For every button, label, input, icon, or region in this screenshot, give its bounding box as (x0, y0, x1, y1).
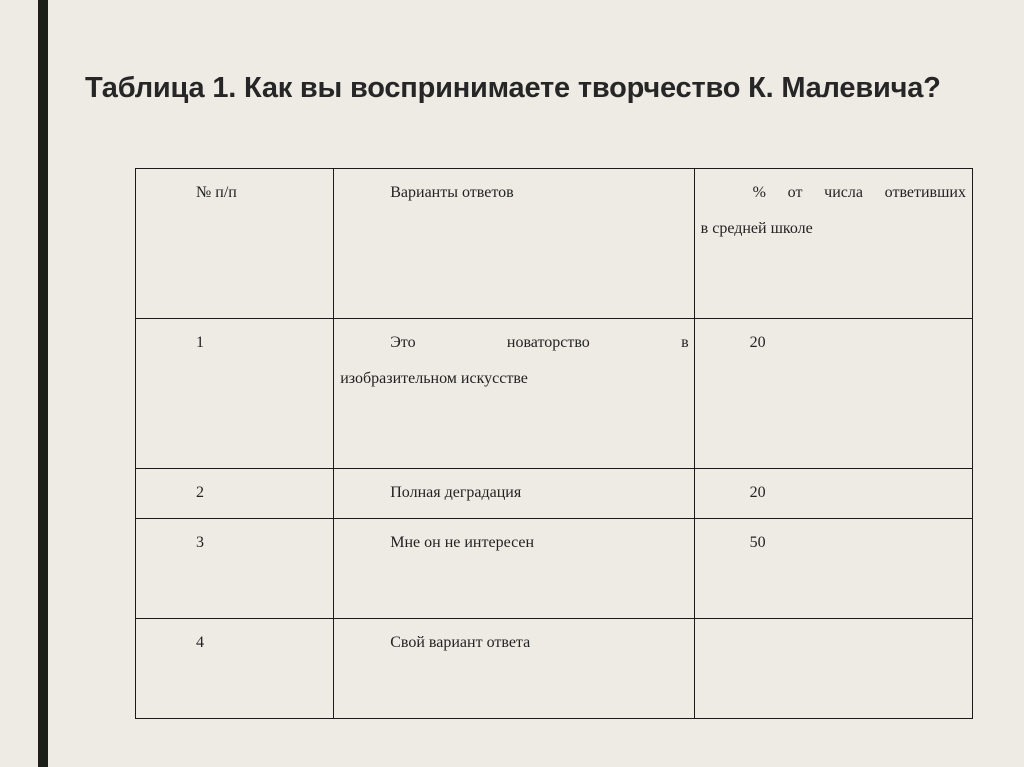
table-row (136, 469, 973, 519)
page-title: Таблица 1. Как вы воспринимаете творчество К. Малевича? (85, 72, 941, 104)
row-answer: Мне он не интересен (390, 534, 535, 551)
row-pct: 20 (749, 334, 766, 351)
row-num: 1 (196, 334, 204, 351)
row-pct-cell (694, 319, 972, 469)
table-row (136, 319, 973, 469)
row-num: 4 (196, 634, 204, 651)
row-num: 3 (196, 534, 204, 551)
row-answer: Полная деградация (390, 484, 522, 501)
row-answer-cell (334, 319, 694, 469)
row-answer-cell (334, 619, 694, 719)
row-answer-cell (334, 519, 694, 619)
side-accent-bar (38, 0, 48, 767)
header-pct-cell (694, 169, 972, 319)
row-num-cell (136, 319, 334, 469)
row-pct-cell (694, 519, 972, 619)
row-pct: 20 (749, 484, 766, 501)
row-pct-cell (694, 469, 972, 519)
header-num-cell (136, 169, 334, 319)
row-pct: 50 (749, 534, 766, 551)
header-answer-label: Варианты ответов (390, 184, 514, 201)
survey-table (135, 168, 973, 719)
table-header-row (136, 169, 973, 319)
row-num-cell (136, 469, 334, 519)
header-pct-label-line1: % от числа ответивших (752, 184, 966, 201)
header-pct-label-line2: в средней школе (700, 220, 813, 237)
row-answer-line2: изобразительном искусстве (340, 370, 528, 387)
row-num: 2 (196, 484, 204, 501)
row-num-cell (136, 519, 334, 619)
row-answer: Свой вариант ответа (390, 634, 531, 651)
table-row (136, 519, 973, 619)
row-num-cell (136, 619, 334, 719)
row-answer-cell (334, 469, 694, 519)
row-answer-line1: Это новаторство в (390, 334, 689, 351)
header-num-label: № п/п (196, 184, 237, 201)
row-pct-cell (694, 619, 972, 719)
header-answer-cell (334, 169, 694, 319)
table-row (136, 619, 973, 719)
